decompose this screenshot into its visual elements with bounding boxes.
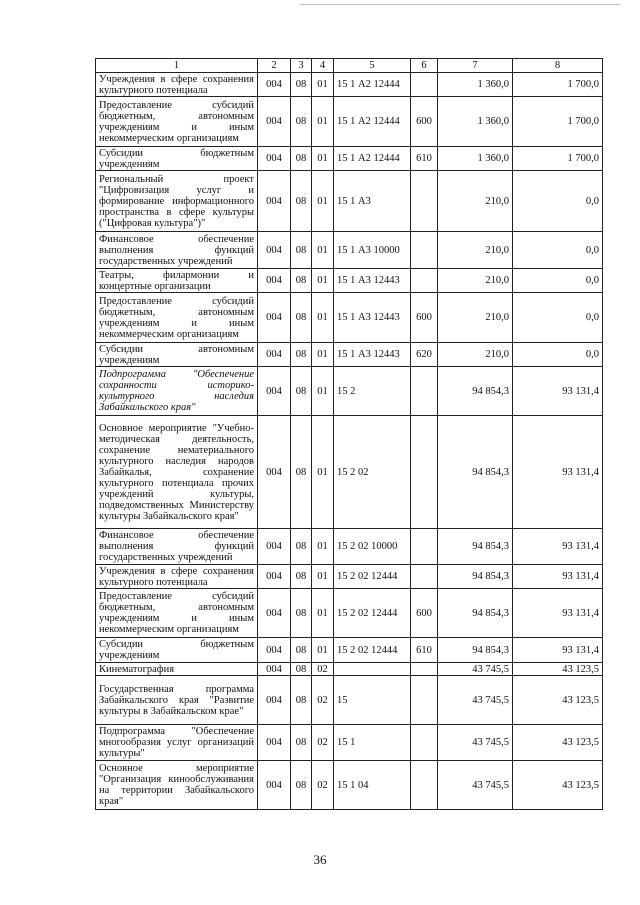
scan-top-line	[300, 4, 620, 5]
code-3-cell: 08	[291, 725, 312, 761]
code-3-cell: 08	[291, 147, 312, 171]
table-row	[96, 147, 603, 171]
table-row	[96, 761, 603, 810]
budget-item-name: Государственная программа Забайкальского края "Развитие культуры в Забайкальском крае"	[96, 676, 258, 725]
budget-item-name: Финансовое обеспечение выполнения функций государственных учреждений	[96, 232, 258, 269]
code-2-cell: 004	[258, 293, 291, 343]
amount-7-cell: 43 745,5	[438, 663, 513, 676]
code-5-cell	[334, 663, 411, 676]
amount-8-cell: 93 131,4	[513, 565, 603, 589]
code-2-cell: 004	[258, 676, 291, 725]
code-5-cell: 15 1 А3 12443	[334, 269, 411, 293]
amount-8-cell: 1 700,0	[513, 147, 603, 171]
amount-8-cell: 0,0	[513, 232, 603, 269]
code-3-cell: 08	[291, 589, 312, 638]
code-2-cell: 004	[258, 367, 291, 416]
amount-8-cell: 93 131,4	[513, 367, 603, 416]
budget-item-name: Предоставление субсидий бюджетным, автономным учреждениям и иным некоммерческим организациям	[96, 589, 258, 638]
table-row	[96, 589, 603, 638]
code-6-cell: 620	[411, 343, 438, 367]
amount-8-cell: 43 123,5	[513, 761, 603, 810]
code-3-cell: 08	[291, 663, 312, 676]
code-6-cell	[411, 73, 438, 97]
amount-8-cell: 0,0	[513, 293, 603, 343]
code-2-cell: 004	[258, 761, 291, 810]
table-row	[96, 367, 603, 416]
code-2-cell: 004	[258, 663, 291, 676]
code-5-cell: 15 2 02 10000	[334, 529, 411, 565]
code-3-cell: 08	[291, 269, 312, 293]
code-2-cell: 004	[258, 725, 291, 761]
code-4-cell: 01	[312, 638, 334, 663]
table-row	[96, 97, 603, 147]
code-2-cell: 004	[258, 171, 291, 232]
amount-7-cell: 210,0	[438, 232, 513, 269]
code-5-cell: 15 2 02 12444	[334, 638, 411, 663]
budget-item-name: Театры, филармонии и концертные организации	[96, 269, 258, 293]
amount-8-cell: 1 700,0	[513, 97, 603, 147]
table-row	[96, 529, 603, 565]
code-3-cell: 08	[291, 638, 312, 663]
code-2-cell: 004	[258, 147, 291, 171]
budget-item-name: Учреждения в сфере сохранения культурного потенциала	[96, 565, 258, 589]
amount-7-cell: 210,0	[438, 171, 513, 232]
budget-item-name: Субсидии бюджетным учреждениям	[96, 147, 258, 171]
budget-item-name: Основное мероприятие "Организация кинообслуживания на территории Забайкальского края"	[96, 761, 258, 810]
amount-8-cell: 0,0	[513, 343, 603, 367]
budget-item-name: Основное мероприятие "Учебно-методическая деятельность, сохранение нематериального культурного наследия народов Забайкалья, сохранение культурного потенциала прочих учреждений культуры, подведомственных Министерству культуры Забайкальского края"	[96, 416, 258, 529]
code-2-cell: 004	[258, 416, 291, 529]
page-number: 36	[313, 852, 327, 867]
code-4-cell: 01	[312, 97, 334, 147]
amount-7-cell: 94 854,3	[438, 638, 513, 663]
table-row	[96, 565, 603, 589]
table-row	[96, 416, 603, 529]
budget-item-name: Региональный проект "Цифровизация услуг и формирование информационного пространства в сфере культуры ("Цифровая культура")"	[96, 171, 258, 232]
code-6-cell	[411, 416, 438, 529]
code-2-cell: 004	[258, 73, 291, 97]
code-3-cell: 08	[291, 565, 312, 589]
code-4-cell: 01	[312, 565, 334, 589]
code-6-cell: 600	[411, 97, 438, 147]
header-cell: 6	[411, 59, 438, 73]
header-cell: 4	[312, 59, 334, 73]
budget-item-name: Учреждения в сфере сохранения культурного потенциала	[96, 73, 258, 97]
amount-7-cell: 94 854,3	[438, 529, 513, 565]
code-4-cell: 01	[312, 293, 334, 343]
table-row	[96, 663, 603, 676]
code-4-cell: 02	[312, 676, 334, 725]
amount-7-cell: 94 854,3	[438, 416, 513, 529]
code-3-cell: 08	[291, 676, 312, 725]
budget-item-name: Субсидии бюджетным учреждениям	[96, 638, 258, 663]
code-6-cell: 600	[411, 293, 438, 343]
amount-7-cell: 94 854,3	[438, 367, 513, 416]
amount-8-cell: 93 131,4	[513, 589, 603, 638]
code-3-cell: 08	[291, 232, 312, 269]
code-5-cell: 15 1 04	[334, 761, 411, 810]
code-2-cell: 004	[258, 269, 291, 293]
budget-item-name: Кинематография	[96, 663, 258, 676]
code-2-cell: 004	[258, 343, 291, 367]
table-row	[96, 676, 603, 725]
code-4-cell: 01	[312, 529, 334, 565]
code-4-cell: 01	[312, 147, 334, 171]
amount-8-cell: 93 131,4	[513, 416, 603, 529]
budget-item-name: Подпрограмма "Обеспечение сохранности историко-культурного наследия Забайкальского края"	[96, 367, 258, 416]
code-6-cell	[411, 171, 438, 232]
table-row	[96, 232, 603, 269]
amount-8-cell: 93 131,4	[513, 638, 603, 663]
code-6-cell	[411, 676, 438, 725]
code-6-cell	[411, 269, 438, 293]
code-4-cell: 02	[312, 663, 334, 676]
code-3-cell: 08	[291, 416, 312, 529]
code-4-cell: 01	[312, 269, 334, 293]
code-4-cell: 01	[312, 589, 334, 638]
amount-7-cell: 43 745,5	[438, 725, 513, 761]
table-header-row	[96, 59, 603, 73]
amount-8-cell: 1 700,0	[513, 73, 603, 97]
code-4-cell: 01	[312, 171, 334, 232]
budget-item-name: Предоставление субсидий бюджетным, автономным учреждениям и иным некоммерческим организациям	[96, 293, 258, 343]
amount-8-cell: 43 123,5	[513, 663, 603, 676]
budget-item-name: Субсидии автономным учреждениям	[96, 343, 258, 367]
code-4-cell: 01	[312, 343, 334, 367]
code-4-cell: 01	[312, 232, 334, 269]
header-cell: 8	[513, 59, 603, 73]
code-5-cell: 15 2	[334, 367, 411, 416]
budget-item-name: Финансовое обеспечение выполнения функций государственных учреждений	[96, 529, 258, 565]
code-6-cell	[411, 232, 438, 269]
code-6-cell: 610	[411, 147, 438, 171]
code-5-cell: 15 1 А2 12444	[334, 73, 411, 97]
amount-8-cell: 0,0	[513, 171, 603, 232]
amount-8-cell: 43 123,5	[513, 725, 603, 761]
code-3-cell: 08	[291, 73, 312, 97]
code-2-cell: 004	[258, 232, 291, 269]
code-3-cell: 08	[291, 529, 312, 565]
code-6-cell	[411, 529, 438, 565]
header-cell: 5	[334, 59, 411, 73]
code-6-cell: 600	[411, 589, 438, 638]
amount-8-cell: 43 123,5	[513, 676, 603, 725]
code-4-cell: 02	[312, 725, 334, 761]
code-6-cell	[411, 725, 438, 761]
code-4-cell: 02	[312, 761, 334, 810]
code-5-cell: 15 1	[334, 725, 411, 761]
budget-table	[95, 58, 603, 810]
code-6-cell	[411, 565, 438, 589]
amount-8-cell: 93 131,4	[513, 529, 603, 565]
code-2-cell: 004	[258, 97, 291, 147]
table-row	[96, 171, 603, 232]
header-cell: 3	[291, 59, 312, 73]
code-4-cell: 01	[312, 416, 334, 529]
code-5-cell: 15 2 02	[334, 416, 411, 529]
code-3-cell: 08	[291, 97, 312, 147]
code-3-cell: 08	[291, 171, 312, 232]
amount-7-cell: 1 360,0	[438, 97, 513, 147]
amount-7-cell: 1 360,0	[438, 73, 513, 97]
table-row	[96, 343, 603, 367]
table-row	[96, 293, 603, 343]
code-3-cell: 08	[291, 343, 312, 367]
code-5-cell: 15 1 А2 12444	[334, 147, 411, 171]
code-4-cell: 01	[312, 367, 334, 416]
amount-7-cell: 210,0	[438, 343, 513, 367]
amount-7-cell: 43 745,5	[438, 761, 513, 810]
code-5-cell: 15 2 02 12444	[334, 589, 411, 638]
amount-7-cell: 210,0	[438, 293, 513, 343]
code-5-cell: 15 1 А2 12444	[334, 97, 411, 147]
budget-item-name: Предоставление субсидий бюджетным, автономным учреждениям и иным некоммерческим организациям	[96, 97, 258, 147]
code-5-cell: 15 2 02 12444	[334, 565, 411, 589]
header-cell: 2	[258, 59, 291, 73]
table-row	[96, 725, 603, 761]
amount-7-cell: 94 854,3	[438, 565, 513, 589]
header-cell: 1	[96, 59, 258, 73]
table-body	[96, 73, 603, 810]
code-6-cell: 610	[411, 638, 438, 663]
amount-7-cell: 94 854,3	[438, 589, 513, 638]
table-row	[96, 638, 603, 663]
code-5-cell: 15 1 А3 10000	[334, 232, 411, 269]
code-5-cell: 15 1 А3	[334, 171, 411, 232]
amount-8-cell: 0,0	[513, 269, 603, 293]
code-6-cell	[411, 663, 438, 676]
amount-7-cell: 1 360,0	[438, 147, 513, 171]
amount-7-cell: 210,0	[438, 269, 513, 293]
code-3-cell: 08	[291, 293, 312, 343]
header-cell: 7	[438, 59, 513, 73]
code-5-cell: 15 1 А3 12443	[334, 343, 411, 367]
code-5-cell: 15 1 А3 12443	[334, 293, 411, 343]
code-2-cell: 004	[258, 638, 291, 663]
table-row	[96, 269, 603, 293]
table-row	[96, 73, 603, 97]
code-6-cell	[411, 761, 438, 810]
budget-item-name: Подпрограмма "Обеспечение многообразия услуг организаций культуры"	[96, 725, 258, 761]
code-2-cell: 004	[258, 529, 291, 565]
code-2-cell: 004	[258, 565, 291, 589]
code-6-cell	[411, 367, 438, 416]
code-5-cell: 15	[334, 676, 411, 725]
code-4-cell: 01	[312, 73, 334, 97]
amount-7-cell: 43 745,5	[438, 676, 513, 725]
code-3-cell: 08	[291, 367, 312, 416]
code-2-cell: 004	[258, 589, 291, 638]
code-3-cell: 08	[291, 761, 312, 810]
